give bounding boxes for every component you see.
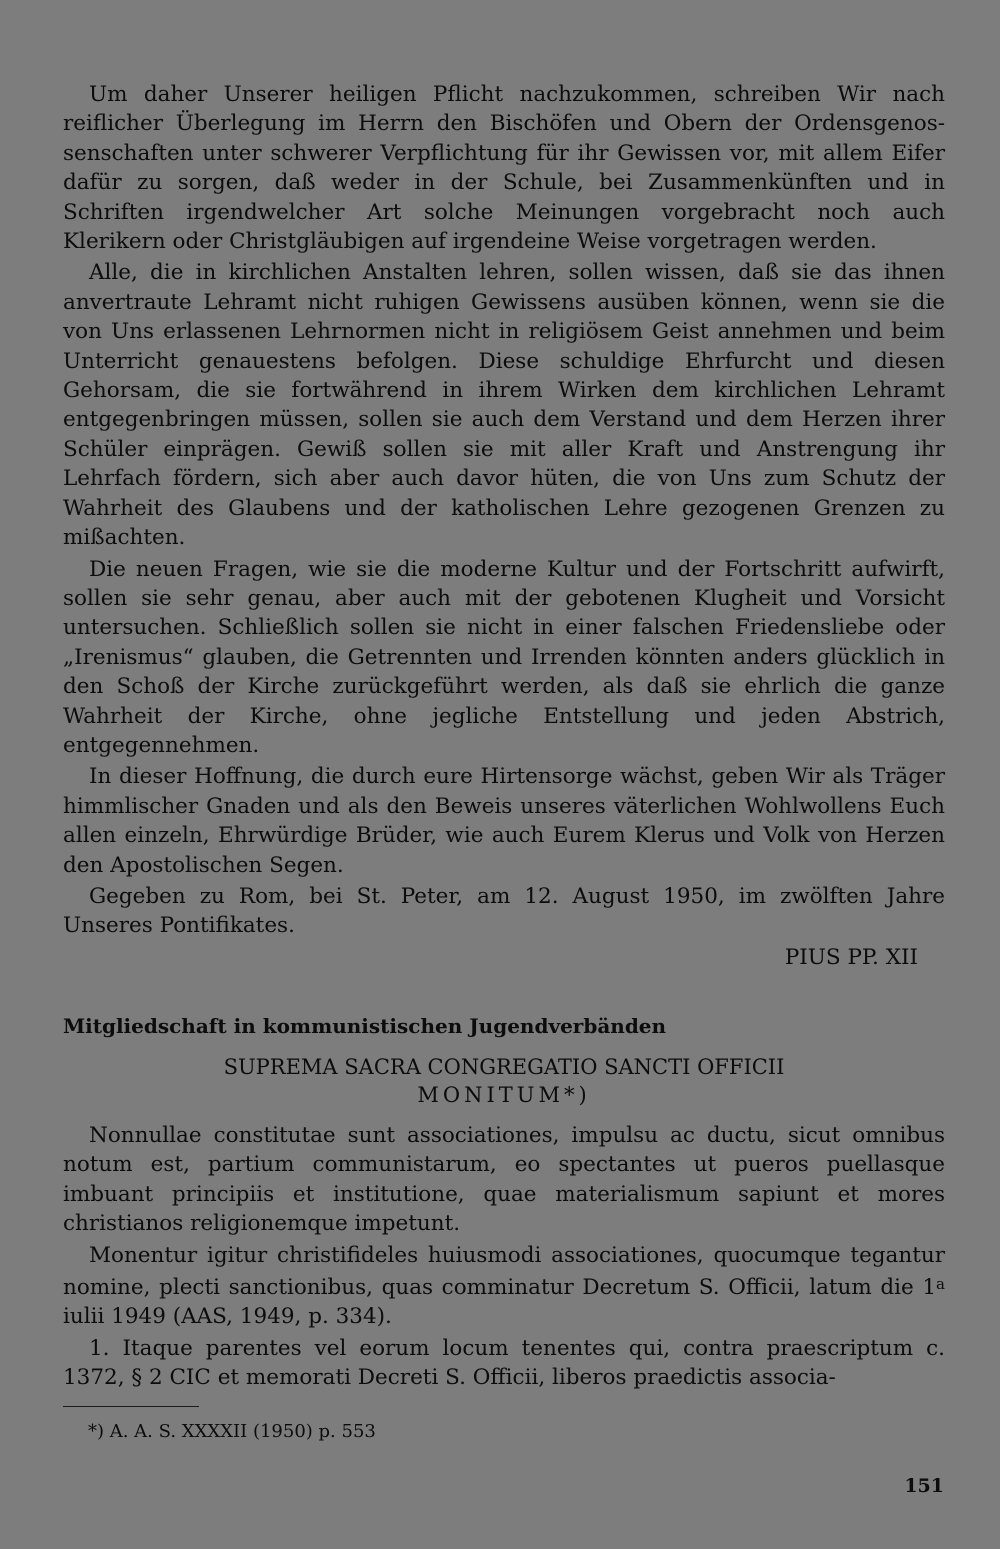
paragraph: In dieser Hoffnung, die durch eure Hirtensorge wächst, geben Wir als Träger himmlischer Gnaden und als den Beweis unseres väterlichen Wohlwollens Euch allen einzeln, Ehrwürdige Brüder, wie auch Eurem Klerus und Volk von Herzen den Apostolischen Segen.	[63, 764, 945, 878]
page-number: 151	[904, 1475, 944, 1497]
paragraph	[63, 1241, 945, 1332]
monitum-title: MONITUM*)	[417, 1082, 591, 1107]
paragraph: Um daher Unserer heiligen Pflicht nachzukommen, schreiben Wir nach reiflicher Überlegung im Herrn den Bischöfen und Obern der Ordensgenossenschaften unter schwerer Verpflichtung für ihr Gewissen vor, mit allem Eifer dafür zu sorgen, daß weder in der Schule, bei Zusammenkünften und in Schriften irgendwelcher Art solche Meinungen vorgebracht noch auch Klerikern oder Christgläubigen auf irgendeine Weise vorgetragen werden.	[63, 82, 945, 255]
congregation-header	[63, 1054, 945, 1109]
superscript: a	[936, 1275, 945, 1294]
congregation-title: SUPREMA SACRA CONGREGATIO SANCTI OFFICII	[223, 1055, 785, 1079]
paragraph: 1. Itaque parentes vel eorum locum tenentes qui, contra praescriptum c. 1372, § 2 CIC et memorati Decreti S. Officii, liberos praedictis associa-	[63, 1335, 945, 1391]
paragraph-text: iulii 1949 (AAS, 1949, p. 334).	[63, 1304, 392, 1330]
paragraph: Die neuen Fragen, wie sie die moderne Kultur und der Fortschritt aufwirft, sollen sie sehr genau, aber auch mit der gebotenen Klugheit und Vorsicht untersuchen. Schließlich sollen sie nicht in einer falschen Friedensliebe oder „Irenismus“ glauben, die Getrennten und Irrenden könnten anders glücklich in den Schoß der Kirche zurückgeführt werden, als daß sie ehrlich die ganze Wahrheit der Kirche, ohne jegliche Entstellung und jeden Abstrich, entgegennehmen.	[63, 556, 945, 758]
monitum-text	[63, 1121, 945, 1393]
footnote-divider	[63, 1406, 199, 1407]
footnote: *) A. A. S. XXXXII (1950) p. 553	[88, 1421, 376, 1442]
encyclical-conclusion	[63, 80, 945, 941]
section-heading: Mitgliedschaft in kommunistischen Jugendverbänden	[63, 1014, 667, 1038]
paragraph: Gegeben zu Rom, bei St. Peter, am 12. August 1950, im zwölften Jahre Unseres Pontifikates.	[63, 883, 945, 939]
paragraph: Alle, die in kirchlichen Anstalten lehren, sollen wissen, daß sie das ihnen anvertraute Lehramt nicht ruhigen Gewissens ausüben können, wenn sie die von Uns erlassenen Lehrnormen nicht in religiösem Geist annehmen und beim Unterricht genauestens befolgen. Diese schuldige Ehrfurcht und diesen Gehorsam, die sie fortwährend in ihrem Wirken dem kirchlichen Lehramt entgegenbringen müssen, sollen sie auch dem Verstand und dem Herzen ihrer Schüler einprägen. Gewiß sollen sie mit aller Kraft und Anstrengung ihr Lehrfach fördern, sich aber auch davor hüten, die von Uns zum Schutz der Wahrheit des Glaubens und der katholischen Lehre gezogenen Grenzen zu mißachten.	[63, 260, 945, 551]
paragraph: Nonnullae constitutae sunt associationes, impulsu ac ductu, sicut omnibus notum est, partium communistarum, eo spectantes ut pueros puellasque imbuant principiis et institutione, quae materialismum sapiunt et mores christianos religionemque impetunt.	[63, 1123, 945, 1237]
paragraph-text: Monentur igitur christifideles huiusmodi associationes, quocumque tegantur nomine, plecti sanctionibus, quas comminatur Decretum S. Officii, latum die 1	[63, 1242, 945, 1301]
signature: PIUS PP. XII	[784, 945, 918, 970]
